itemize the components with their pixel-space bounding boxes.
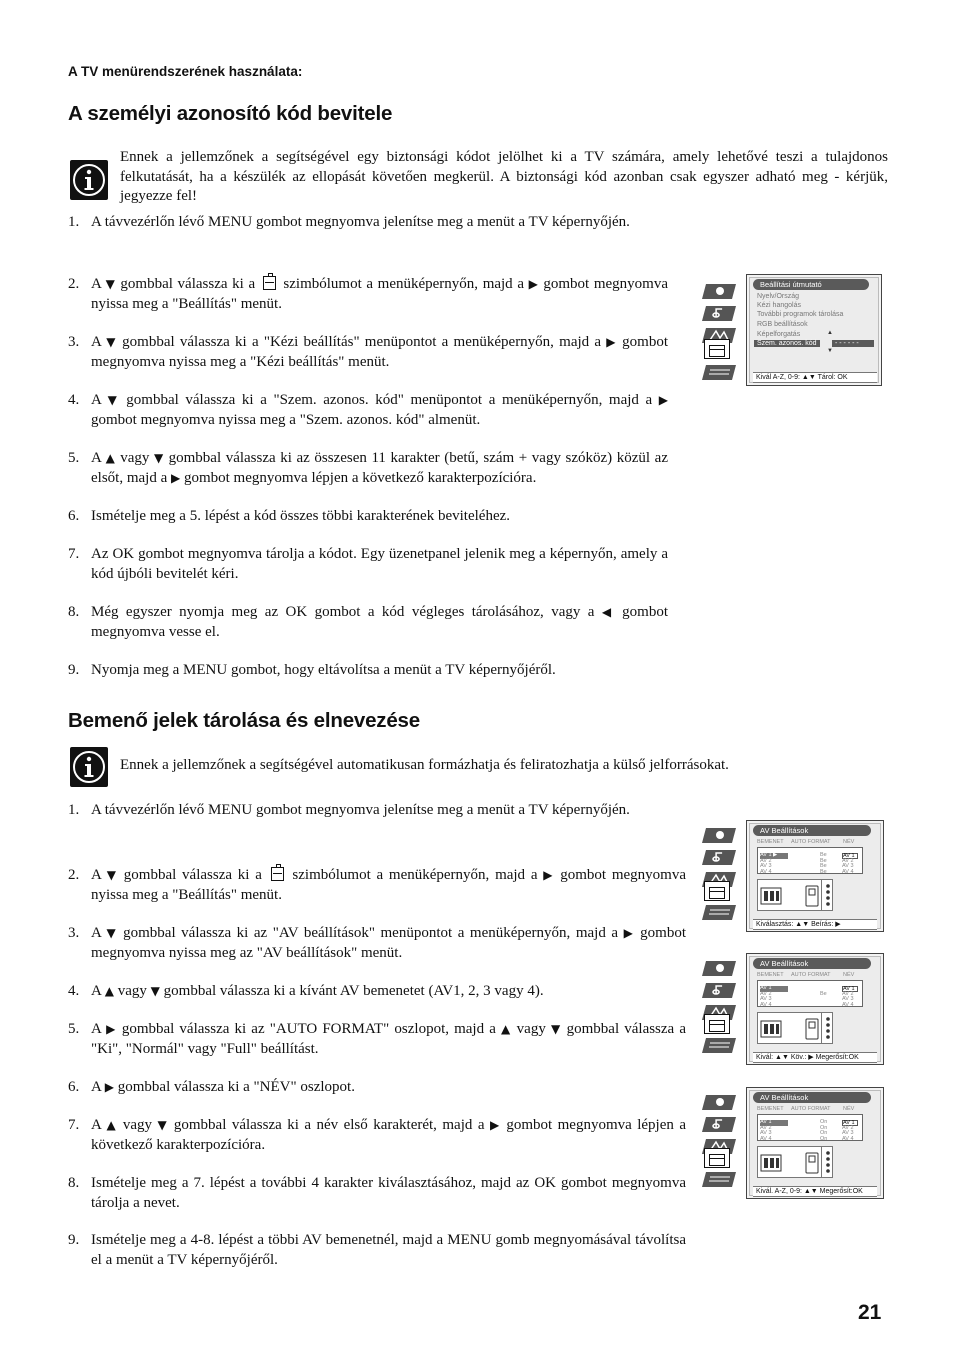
sound-menu-icon [700, 304, 738, 323]
column-header-input: BEMENET [757, 972, 784, 978]
av-table [757, 980, 863, 1007]
av-name-cell[interactable]: AV 2 [842, 1124, 854, 1131]
step-text: Még egyszer nyomja meg az OK gombot a kód végleges tárolásához, vagy a ◀ gombot megnyomva vesse el. [91, 604, 669, 640]
menu-title: Beállítási útmutató [753, 279, 869, 290]
sound-menu-icon [700, 1115, 738, 1134]
step-item [68, 1231, 686, 1270]
setup-menu-icon [704, 1014, 730, 1034]
picture-menu-icon [700, 959, 738, 978]
preset-menu-icon [700, 903, 738, 922]
step-number: 6. [68, 1079, 80, 1095]
preset-menu-icon [700, 363, 738, 382]
step-item [68, 1116, 686, 1155]
av-format-cell[interactable]: Be [820, 990, 827, 997]
av-name-cell[interactable]: AV 1 [842, 853, 858, 859]
step-item [68, 1078, 686, 1098]
column-header-input: BEMENET [757, 1106, 784, 1112]
column-header-input: BEMENET [757, 839, 784, 845]
step-number: 8. [68, 604, 80, 620]
av-input-cell[interactable]: AV 3 [760, 996, 772, 1002]
step-text: A ▼ gombbal válassza ki a "Kézi beállítás" menüpontot a menüképernyőn, majd a ▶ gombot megnyomva nyissa meg a "Kézi beállítás" menüt. [91, 334, 669, 370]
column-header-name: NÉV [843, 1106, 855, 1112]
av-name-cell[interactable]: AV 2 [842, 990, 854, 997]
step-text: A ▲ vagy ▼ gombbal válassza ki az összesen 11 karakter (betű, szám + vagy szóköz) közül az elsőt, majd a ▶ gombot megnyomva lépjen a következő karakterpozícióra. [91, 450, 668, 486]
av-table [757, 847, 863, 874]
step-item [68, 801, 686, 821]
step-number: 9. [68, 662, 80, 678]
preset-menu-icon [700, 1036, 738, 1055]
menu-footer-hint: Kivál: ▲▼ Köv.: ▶ Megerősít:OK [753, 1052, 877, 1063]
picture-menu-icon [700, 282, 738, 301]
step-item [68, 333, 668, 372]
step-item [68, 449, 668, 488]
step-text: Nyomja meg a MENU gombot, hogy eltávolítsa a menüt a TV képernyőjéről. [91, 662, 556, 678]
menu-footer-hint: Kivál. A-Z, 0-9: ▲▼ Megerősít:OK [753, 1186, 877, 1197]
running-header: A TV menürendszerének használata: [68, 64, 303, 79]
av-input-cell[interactable]: AV 1 [760, 1120, 788, 1126]
step-number: 5. [68, 1021, 80, 1037]
step-number: 2. [68, 276, 80, 292]
sound-menu-icon [700, 848, 738, 867]
preset-menu-icon [700, 1170, 738, 1189]
av-input-cell[interactable]: AV 2 [760, 1124, 772, 1131]
av-input-cell[interactable]: AV 3 [760, 863, 772, 869]
step-number: 8. [68, 1175, 80, 1191]
av-name-cell[interactable]: AV 3 [842, 996, 854, 1002]
step-number: 5. [68, 450, 80, 466]
step-item [68, 1174, 686, 1213]
av-input-cell[interactable]: AV 2 [760, 990, 772, 997]
column-header-auto-format: AUTO FORMAT [791, 839, 831, 845]
av-input-cell[interactable]: AV 4 [760, 1135, 772, 1142]
av-input-cell[interactable]: AV 3 [760, 1130, 772, 1136]
setup-menu-icon [704, 339, 730, 359]
menu-item-personal-code[interactable]: Szem. azonos. kód [754, 340, 820, 347]
step-item [68, 391, 668, 430]
step-text: A ▼ gombbal válassza ki a "Szem. azonos. kód" menüpontot a menüképernyőn, majd a ▶ gombot megnyomva nyissa meg a "Szem. azonos. kód" almenüt. [91, 392, 668, 428]
av-format-cell[interactable]: On [820, 1119, 828, 1125]
sound-menu-icon [700, 981, 738, 1000]
step-text: Az OK gombot megnyomva tárolja a kódot. Egy üzenetpanel jelenik meg a képernyőn, amely a kód újbóli bevitelét kéri. [91, 546, 668, 582]
step-number: 1. [68, 214, 80, 230]
menu-item[interactable]: Kézi hangolás [757, 302, 801, 309]
step-text: A ▼ gombbal válassza ki a szimbólumot a menüképernyőn, majd a ▶ gombot megnyomva nyissa meg a "Beállítás" menüt. [91, 276, 669, 312]
page-number: 21 [858, 1301, 882, 1324]
menu-item[interactable]: Képelforgatás [757, 331, 801, 338]
av-format-cell[interactable]: Be [820, 868, 827, 875]
side-connector-icon [821, 879, 833, 911]
connector-diagram [757, 1012, 831, 1044]
menu-footer-hint: Kivál A-Z, 0-9: ▲▼ Tárol: OK [753, 372, 877, 383]
step-number: 1. [68, 802, 80, 818]
av-name-cell[interactable]: AV 4 [842, 1001, 854, 1008]
section-title-inputs: Bemenő jelek tárolása és elnevezése [68, 709, 420, 732]
step-text: A távvezérlőn lévő MENU gombot megnyomva jelenítse meg a menüt a TV képernyőjén. [91, 214, 630, 230]
step-text: Ismételje meg a 7. lépést a további 4 karakter kiválasztásához, majd az OK gombot megnyomva tárolja a nevet. [91, 1175, 686, 1211]
settings-menu-screen [700, 274, 884, 386]
section2-intro: Ennek a jellemzőnek a segítségével automatikusan formázhatja és feliratozhatja a külső jelforrásokat. [120, 757, 729, 773]
step-item [68, 275, 668, 314]
av-format-cell[interactable]: On [820, 1130, 828, 1136]
column-header-auto-format: AUTO FORMAT [791, 972, 831, 978]
av-input-cell[interactable]: AV 1 ▶ [760, 853, 788, 859]
av-name-cell[interactable]: AV 4 [842, 1135, 854, 1142]
av-table [757, 1114, 863, 1141]
step-text: Ismételje meg a 4-8. lépést a többi AV bemenetnél, majd a MENU gomb megnyomásával távolítsa el a menüt a TV képernyőjéről. [91, 1232, 686, 1268]
scroll-down-icon: ▼ [827, 348, 833, 354]
step-text: A ▶ gombbal válassza ki a "NÉV" oszlopot. [91, 1079, 355, 1095]
column-header-name: NÉV [843, 839, 855, 845]
step-number: 7. [68, 546, 80, 562]
step-number: 2. [68, 867, 80, 883]
menu-item[interactable]: További programok tárolása [757, 311, 844, 318]
step-text: A távvezérlőn lévő MENU gombot megnyomva jelenítse meg a menüt a TV képernyőjén. [91, 802, 630, 818]
column-header-auto-format: AUTO FORMAT [791, 1106, 831, 1112]
menu-item[interactable]: RGB beállítások [757, 321, 808, 328]
step-item [68, 1020, 686, 1059]
step-item [68, 213, 668, 233]
step-number: 6. [68, 508, 80, 524]
picture-menu-icon [700, 1093, 738, 1112]
connector-diagram [757, 879, 831, 911]
step-text: A ▲ vagy ▼ gombbal válassza ki a név első karakterét, majd a ▶ gombot megnyomva lépjen a következő karakterpozícióra. [91, 1117, 686, 1153]
menu-footer-hint: Kiválasztás: ▲▼ Beírás: ▶ [753, 919, 877, 930]
info-icon [70, 747, 108, 787]
av-format-cell[interactable]: Be [820, 857, 827, 864]
picture-menu-icon [700, 826, 738, 845]
connector-diagram [757, 1146, 831, 1178]
av-format-cell[interactable]: Be [820, 863, 827, 869]
step-item [68, 545, 668, 584]
menu-title: AV Beállítások [753, 1092, 871, 1103]
step-number: 4. [68, 392, 80, 408]
av-input-cell[interactable]: AV 2 [760, 857, 772, 864]
step-number: 3. [68, 334, 80, 350]
av-settings-screen [700, 1087, 886, 1199]
av-format-cell[interactable]: On [820, 1135, 828, 1142]
av-settings-screen [700, 820, 886, 932]
step-number: 4. [68, 983, 80, 999]
av-settings-screen [700, 953, 886, 1065]
side-connector-icon [821, 1146, 833, 1178]
step-item [68, 924, 686, 963]
step-item [68, 982, 686, 1002]
step-item [68, 603, 668, 642]
step-text: A ▼ gombbal válassza ki az "AV beállítások" menüpontot a menüképernyőn, majd a ▶ gombot megnyomva nyissa meg az "AV beállítások" menüt. [91, 925, 686, 961]
column-header-name: NÉV [843, 972, 855, 978]
menu-title: AV Beállítások [753, 958, 871, 969]
code-entry-field[interactable]: - - - - - - [832, 340, 874, 347]
step-text: A ▶ gombbal válassza ki az "AUTO FORMAT" oszlopot, majd a ▲ vagy ▼ gombbal válassza a "Ki", "Normál" vagy "Full" beállítást. [91, 1021, 686, 1057]
av-name-cell[interactable]: AV 1 [842, 1120, 858, 1126]
av-name-cell[interactable]: AV 2 [842, 857, 854, 864]
av-format-cell[interactable]: On [820, 1124, 828, 1131]
av-format-cell[interactable]: Be [820, 852, 827, 858]
av-name-cell[interactable]: AV 1 [842, 986, 858, 992]
scroll-up-icon: ▲ [827, 330, 833, 336]
section1-intro: Ennek a jellemzőnek a segítségével egy biztonsági kódot jelölhet ki a TV számára, amely lehetővé teszi a tulajdonos felkutatását, ha a készülék az ellopását követően megkerül. A biztonsági kód azonban csak egyszer adható meg - kérjük, jegyezze fel! [120, 149, 888, 204]
av-name-cell[interactable]: AV 4 [842, 868, 854, 875]
step-text: A ▲ vagy ▼ gombbal válassza ki a kívánt AV bemenetet (AV1, 2, 3 vagy 4). [91, 983, 544, 999]
av-input-cell[interactable]: AV 1 [760, 986, 788, 992]
step-item [68, 661, 668, 681]
side-connector-icon [821, 1012, 833, 1044]
step-number: 3. [68, 925, 80, 941]
info-icon [70, 160, 108, 200]
step-text: Ismételje meg a 5. lépést a kód összes többi karakterének beviteléhez. [91, 508, 511, 524]
step-text: A ▼ gombbal válassza ki a szimbólumot a menüképernyőn, majd a ▶ gombot megnyomva nyissa meg a "Beállítás" menüt. [91, 867, 687, 903]
step-item [68, 507, 668, 527]
setup-menu-icon [704, 1148, 730, 1168]
step-number: 9. [68, 1232, 80, 1248]
menu-title: AV Beállítások [753, 825, 871, 836]
av-input-cell[interactable]: AV 4 [760, 1001, 772, 1008]
section-title-personal-code: A személyi azonosító kód bevitele [68, 102, 393, 125]
step-item [68, 866, 686, 905]
av-name-cell[interactable]: AV 3 [842, 863, 854, 869]
av-input-cell[interactable]: AV 4 [760, 868, 772, 875]
step-number: 7. [68, 1117, 80, 1133]
setup-menu-icon [704, 881, 730, 901]
av-name-cell[interactable]: AV 3 [842, 1130, 854, 1136]
menu-item[interactable]: Nyelv/Ország [757, 293, 800, 300]
